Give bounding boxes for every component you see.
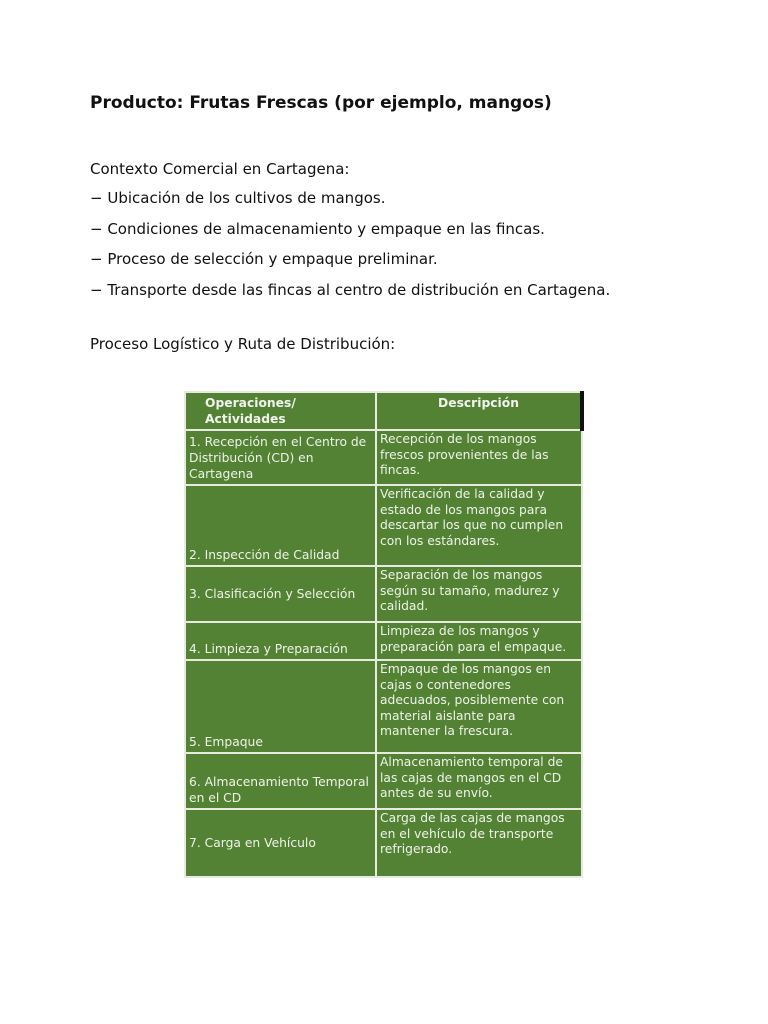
process-heading: Proceso Logístico y Ruta de Distribución: <box>90 335 396 353</box>
table-row <box>185 622 582 660</box>
column-header-description: Descripción <box>376 392 582 430</box>
table-row <box>185 430 582 485</box>
description-cell: Almacenamiento temporal de las cajas de mangos en el CD antes de su envío. <box>376 753 582 809</box>
description-cell: Limpieza de los mangos y preparación para el empaque. <box>376 622 582 660</box>
table-header-row <box>185 392 582 430</box>
logistics-table <box>184 391 584 878</box>
table-row <box>185 485 582 566</box>
table-row <box>185 660 582 753</box>
operation-cell: 6. Almacenamiento Temporal en el CD <box>185 753 376 809</box>
column-header-operations: Operaciones/ Actividades <box>185 392 376 430</box>
operation-cell: 2. Inspección de Calidad <box>185 485 376 566</box>
description-cell: Recepción de los mangos frescos provenientes de las fincas. <box>376 430 582 485</box>
context-item: − Ubicación de los cultivos de mangos. <box>90 189 386 207</box>
description-cell: Carga de las cajas de mangos en el vehículo de transporte refrigerado. <box>376 809 582 877</box>
operation-cell: 1. Recepción en el Centro de Distribución (CD) en Cartagena <box>185 430 376 485</box>
document-title: Producto: Frutas Frescas (por ejemplo, mangos) <box>90 93 552 113</box>
table-row <box>185 809 582 877</box>
operation-cell: 4. Limpieza y Preparación <box>185 622 376 660</box>
context-heading: Contexto Comercial en Cartagena: <box>90 160 350 178</box>
operation-cell: 5. Empaque <box>185 660 376 753</box>
description-cell: Separación de los mangos según su tamaño, madurez y calidad. <box>376 566 582 622</box>
description-cell: Empaque de los mangos en cajas o contenedores adecuados, posiblemente con material aislante para mantener la frescura. <box>376 660 582 753</box>
context-item: − Transporte desde las fincas al centro de distribución en Cartagena. <box>90 281 611 300</box>
table-row <box>185 753 582 809</box>
operation-cell: 7. Carga en Vehículo <box>185 809 376 877</box>
table-row <box>185 566 582 622</box>
context-list <box>90 189 610 312</box>
context-item: − Condiciones de almacenamiento y empaque en las fincas. <box>90 219 545 238</box>
description-cell: Verificación de la calidad y estado de los mangos para descartar los que no cumplen con los estándares. <box>376 485 582 566</box>
operation-cell: 3. Clasificación y Selección <box>185 566 376 622</box>
context-item: − Proceso de selección y empaque preliminar. <box>90 250 438 269</box>
